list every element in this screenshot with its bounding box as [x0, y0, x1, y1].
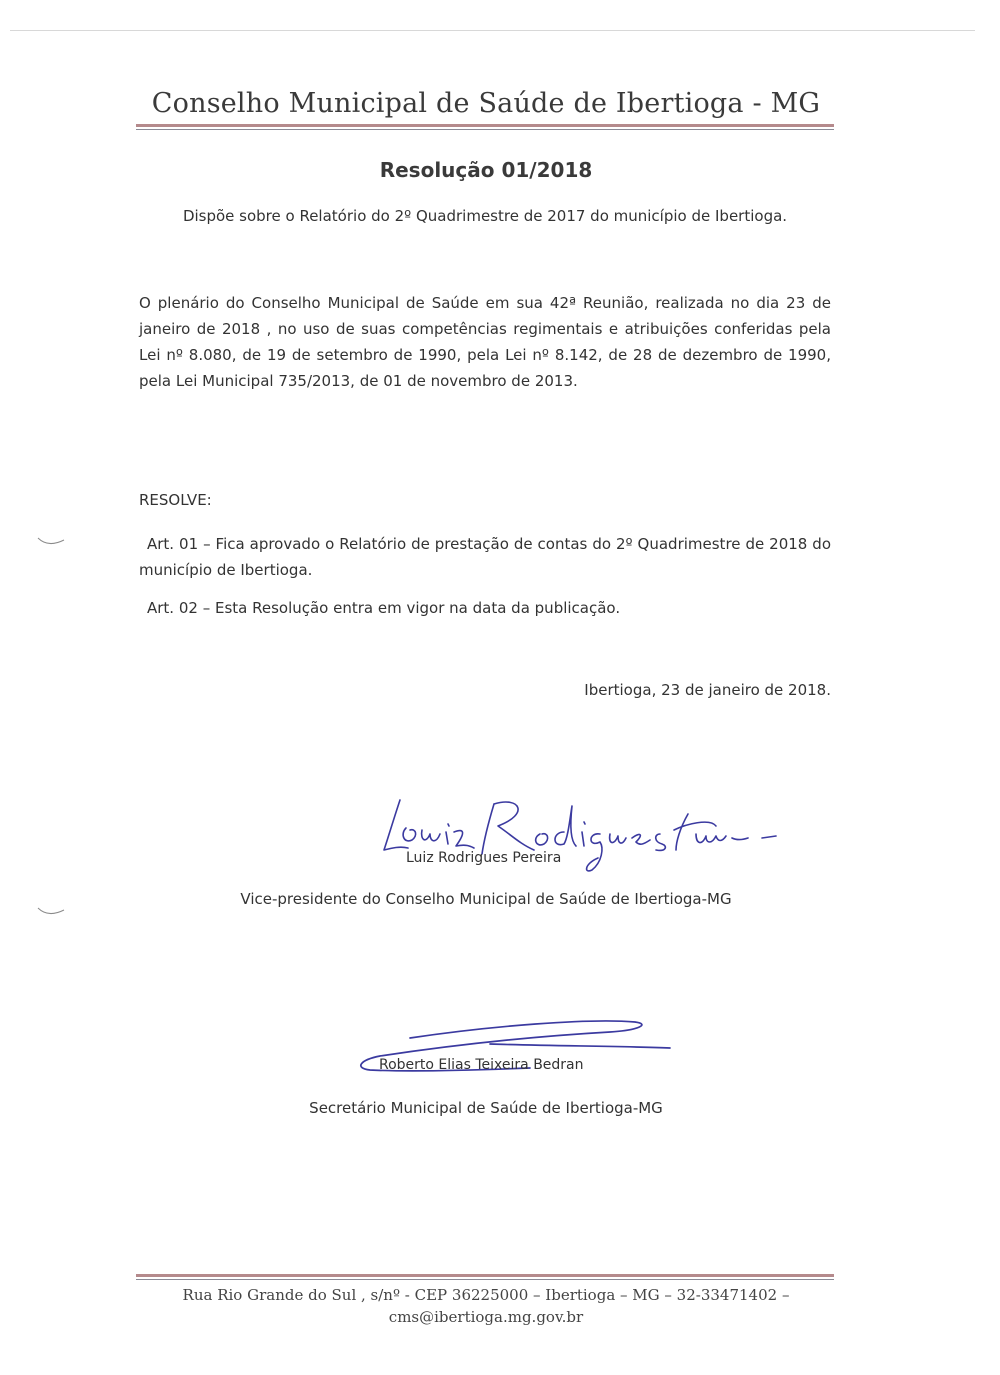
header-rule: [136, 124, 834, 131]
council-header-title: Conselho Municipal de Saúde de Ibertioga - MG: [151, 88, 821, 119]
signatory-2-role: Secretário Municipal de Saúde de Ibertioga-MG: [309, 1099, 663, 1117]
place-date: Ibertioga, 23 de janeiro de 2018.: [584, 681, 831, 699]
resolution-title: Resolução 01/2018: [379, 158, 593, 182]
signatory-2-name: Roberto Elias Teixeira Bedran: [379, 1057, 584, 1073]
article-2: Art. 02 – Esta Resolução entra em vigor na data da publicação.: [147, 599, 621, 617]
resolution-subject: Dispõe sobre o Relatório do 2º Quadrimestre de 2017 do município de Ibertioga.: [182, 207, 788, 225]
article-1: Art. 01 – Fica aprovado o Relatório de prestação de contas do 2º Quadrimestre de 2018 do município de Ibertioga.: [139, 535, 831, 579]
footer-rule: [136, 1274, 834, 1281]
footer-contact: [0, 1284, 972, 1328]
footer-email: cms@ibertioga.mg.gov.br: [388, 1308, 584, 1326]
margin-scan-mark: [36, 904, 66, 918]
signatory-1-name: Luiz Rodrigues Pereira: [406, 850, 562, 866]
signatory-1-role: Vice-presidente do Conselho Municipal de Saúde de Ibertioga-MG: [240, 890, 732, 908]
footer-address-line: Rua Rio Grande do Sul , s/nº - CEP 36225000 – Ibertioga – MG – 32-33471402 –: [182, 1286, 790, 1304]
scan-edge-line: [10, 30, 975, 31]
margin-scan-mark: [36, 534, 66, 548]
resolve-label: RESOLVE:: [139, 491, 212, 509]
resolution-preamble: O plenário do Conselho Municipal de Saúde em sua 42ª Reunião, realizada no dia 23 de janeiro de 2018 , no uso de suas competências regimentais e atribuições conferidas pela Lei nº 8.080, de 19 de setembro de 1990, pela Lei nº 8.142, de 28 de dezembro de 1990, pela Lei Municipal 735/2013, de 01 de novembro de 2013.: [139, 294, 831, 390]
